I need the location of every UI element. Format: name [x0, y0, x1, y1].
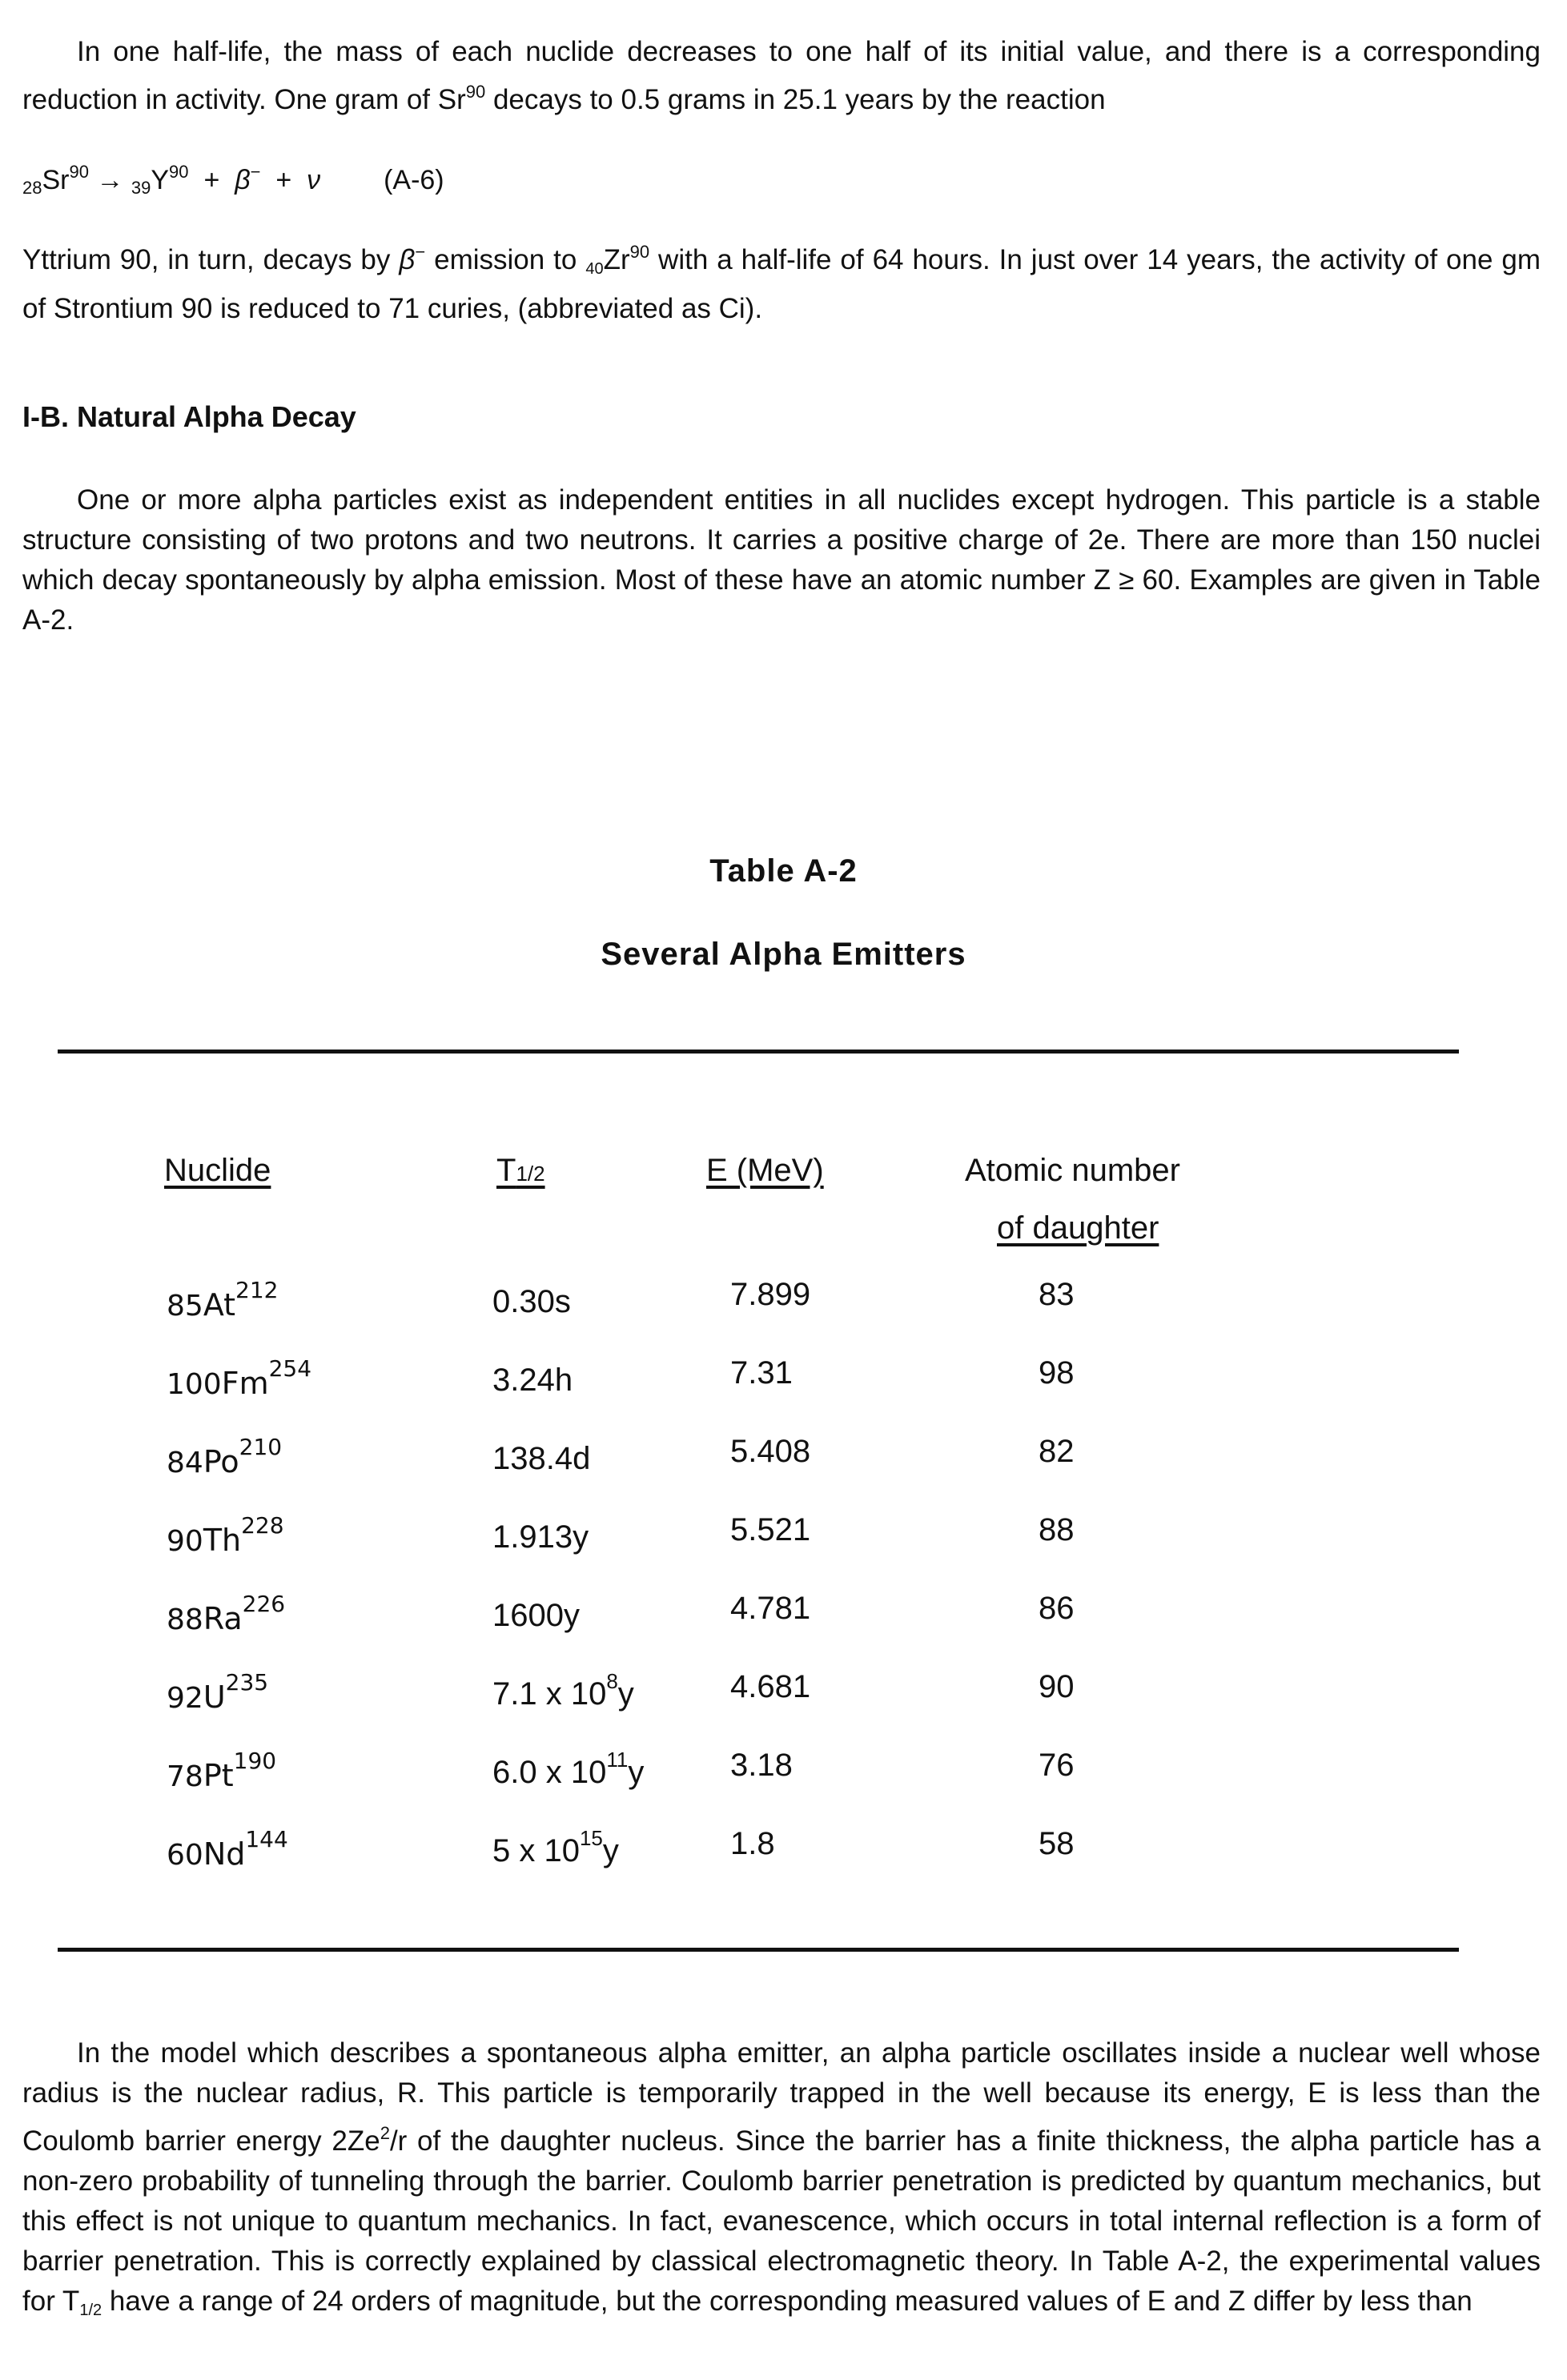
paragraph-tunneling	[22, 2033, 1541, 2330]
header-energy: E (MeV)	[706, 1153, 824, 1188]
daughter-atomic-number-cell: 76	[1039, 1748, 1075, 1783]
element-symbol: Po	[203, 1444, 239, 1479]
text: emission to	[425, 244, 586, 275]
mass-number: 144	[245, 1826, 288, 1852]
half-life-cell	[492, 1355, 573, 1399]
table-caption-number: Table A-2	[709, 853, 858, 889]
text: In the model which describes a spontaneous alpha emitter, an alpha particle oscillates inside a nuclear well whose radius is the nuclear radius, R. This particle is temporarily trapped in the well because its energy, E is less than the Coulomb barrier energy 2Ze	[22, 2037, 1541, 2157]
text: with a half-life of 64 hours. In just over 14 years, the activity of one gm of Strontium 90 is reduced to 71 curies, (abbreviated as Ci).	[22, 244, 1541, 324]
header-half-life-symbol: T	[496, 1153, 516, 1188]
nuclide-cell	[167, 1355, 311, 1401]
half-life-cell	[492, 1669, 634, 1712]
daughter-symbol: Y	[151, 165, 170, 195]
half-life-cell	[492, 1748, 644, 1791]
half-life-unit: y	[617, 1676, 634, 1712]
atomic-number: 60	[167, 1839, 203, 1872]
plus-sign: +	[275, 165, 292, 195]
mass-number: 235	[225, 1669, 269, 1696]
energy-cell: 1.8	[730, 1826, 775, 1861]
energy-cell: 7.31	[730, 1355, 793, 1391]
nuclide-cell	[167, 1277, 279, 1322]
half-life-exponent: 11	[606, 1748, 629, 1772]
header-daughter-line1: Atomic number	[965, 1153, 1180, 1188]
element-symbol: At	[203, 1287, 236, 1322]
daughter-atomic-number-cell: 86	[1039, 1591, 1075, 1626]
parent-mass-number: 90	[69, 162, 89, 182]
nuclide-cell	[167, 1512, 284, 1558]
daughter-atomic-number-cell: 90	[1039, 1669, 1075, 1704]
mass-number: 226	[242, 1591, 286, 1617]
nuclide-cell	[167, 1434, 282, 1479]
half-life-value: 138.4d	[492, 1441, 591, 1476]
energy-cell: 7.899	[730, 1277, 811, 1312]
element-symbol: Nd	[203, 1836, 246, 1872]
text: decays to 0.5 grams in 25.1 years by the reaction	[485, 84, 1106, 115]
daughter-mass-number: 90	[169, 162, 189, 182]
half-life-value: 1.913y	[492, 1519, 589, 1555]
subscript: 1/2	[79, 2302, 102, 2319]
neutrino-symbol: ν	[307, 165, 321, 195]
header-nuclide: Nuclide	[164, 1153, 271, 1188]
half-life-cell	[492, 1512, 589, 1555]
nuclide-cell	[167, 1591, 285, 1636]
atomic-number: 85	[167, 1290, 203, 1322]
nuclide-cell	[167, 1748, 276, 1793]
half-life-exponent: 15	[579, 1826, 603, 1850]
mass-number: 228	[241, 1512, 284, 1539]
atomic-number: 88	[167, 1603, 203, 1636]
parent-symbol: Sr	[42, 165, 70, 195]
text: /r of the daughter nucleus. Since the barrier has a finite thickness, the alpha particle has a non-zero probability of tunneling through the barrier. Coulomb barrier penetration is predicted by quantum mechanics, but this effect is not unique to quantum mechanics. In fact, evanescence, which occurs in total internal reflection is a form of barrier penetration. This is correctly explained by classical electromagnetic theory. In Table A-2, the experimental values for T	[22, 2125, 1541, 2317]
element-symbol: Fm	[221, 1366, 269, 1401]
equation-a-6	[22, 152, 444, 208]
header-daughter-line2: of daughter	[997, 1210, 1159, 1246]
half-life-value: 6.0 x 10	[492, 1755, 607, 1790]
daughter-atomic-number-cell: 83	[1039, 1277, 1075, 1312]
energy-cell: 4.781	[730, 1591, 811, 1626]
text: In one half-life, the mass of each nuclide decreases to one half of its initial value, and there is a corresponding reduction in activity. One gram of Sr	[22, 36, 1541, 115]
atomic-number: 92	[167, 1682, 203, 1715]
half-life-value: 5 x 10	[492, 1833, 580, 1868]
text: Yttrium 90, in turn, decays by	[22, 244, 400, 275]
mass-number: 212	[235, 1277, 279, 1303]
mass-number: 190	[233, 1748, 277, 1774]
paragraph-alpha-particles: One or more alpha particles exist as independent entities in all nuclides except hydrogen. This particle is a stable structure consisting of two protons and two neutrons. It carries a positive charge of 2e. There are more than 150 nuclei which decay spontaneously by alpha emission. Most of these have an atomic number Z ≥ 60. Examples are given in Table A-2.	[22, 484, 1541, 636]
mass-number: 210	[239, 1434, 283, 1460]
element-symbol: Th	[203, 1523, 242, 1558]
superscript: 90	[465, 82, 486, 102]
beta-symbol: β	[235, 165, 251, 195]
plus-sign: +	[203, 165, 220, 195]
energy-cell: 5.408	[730, 1434, 811, 1469]
table-caption-title: Several Alpha Emitters	[601, 937, 966, 972]
daughter-atomic-number-cell: 58	[1039, 1826, 1075, 1861]
zirconium-mass-number: 90	[629, 242, 650, 262]
text: have a range of 24 orders of magnitude, but the corresponding measured values of E and Z differ by less than	[102, 2286, 1473, 2317]
nuclide-cell	[167, 1826, 288, 1872]
half-life-cell	[492, 1826, 619, 1869]
half-life-value: 0.30s	[492, 1284, 571, 1319]
beta-charge: −	[250, 162, 261, 182]
zirconium-atomic-number: 40	[585, 260, 604, 278]
atomic-number: 100	[167, 1368, 222, 1401]
daughter-atomic-number-cell: 88	[1039, 1512, 1075, 1547]
section-heading: I-B. Natural Alpha Decay	[22, 400, 356, 433]
half-life-value: 3.24h	[492, 1363, 573, 1398]
arrow-icon: →	[96, 165, 124, 195]
atomic-number: 90	[167, 1525, 203, 1558]
daughter-atomic-number-cell: 98	[1039, 1355, 1075, 1391]
header-half-life-subscript: 1/2	[516, 1162, 545, 1186]
element-symbol: U	[203, 1680, 226, 1715]
element-symbol: Ra	[203, 1601, 243, 1636]
atomic-number: 84	[167, 1447, 203, 1479]
half-life-cell	[492, 1277, 571, 1320]
daughter-atomic-number-cell: 82	[1039, 1434, 1075, 1469]
table-bottom-rule	[58, 1948, 1459, 1952]
half-life-cell	[492, 1591, 580, 1634]
zirconium-symbol: Zr	[603, 244, 630, 275]
half-life-exponent: 8	[606, 1669, 618, 1693]
nuclide-cell	[167, 1669, 268, 1715]
superscript: 2	[380, 2123, 390, 2143]
daughter-atomic-number: 39	[131, 178, 151, 198]
half-life-cell	[492, 1434, 590, 1477]
paragraph-yttrium	[22, 232, 1541, 329]
half-life-unit: y	[602, 1833, 619, 1868]
beta-symbol: β	[399, 244, 416, 275]
paragraph-half-life	[22, 32, 1541, 120]
half-life-value: 7.1 x 10	[492, 1676, 607, 1712]
parent-atomic-number: 28	[22, 178, 42, 198]
table-top-rule	[58, 1050, 1459, 1054]
half-life-value: 1600y	[492, 1598, 580, 1633]
energy-cell: 5.521	[730, 1512, 811, 1547]
energy-cell: 4.681	[730, 1669, 811, 1704]
mass-number: 254	[268, 1355, 312, 1382]
atomic-number: 78	[167, 1760, 203, 1793]
beta-charge: −	[415, 242, 426, 262]
header-half-life	[496, 1153, 545, 1189]
element-symbol: Pt	[203, 1758, 234, 1793]
equation-label: (A-6)	[384, 165, 444, 195]
half-life-unit: y	[628, 1755, 645, 1790]
energy-cell: 3.18	[730, 1748, 793, 1783]
